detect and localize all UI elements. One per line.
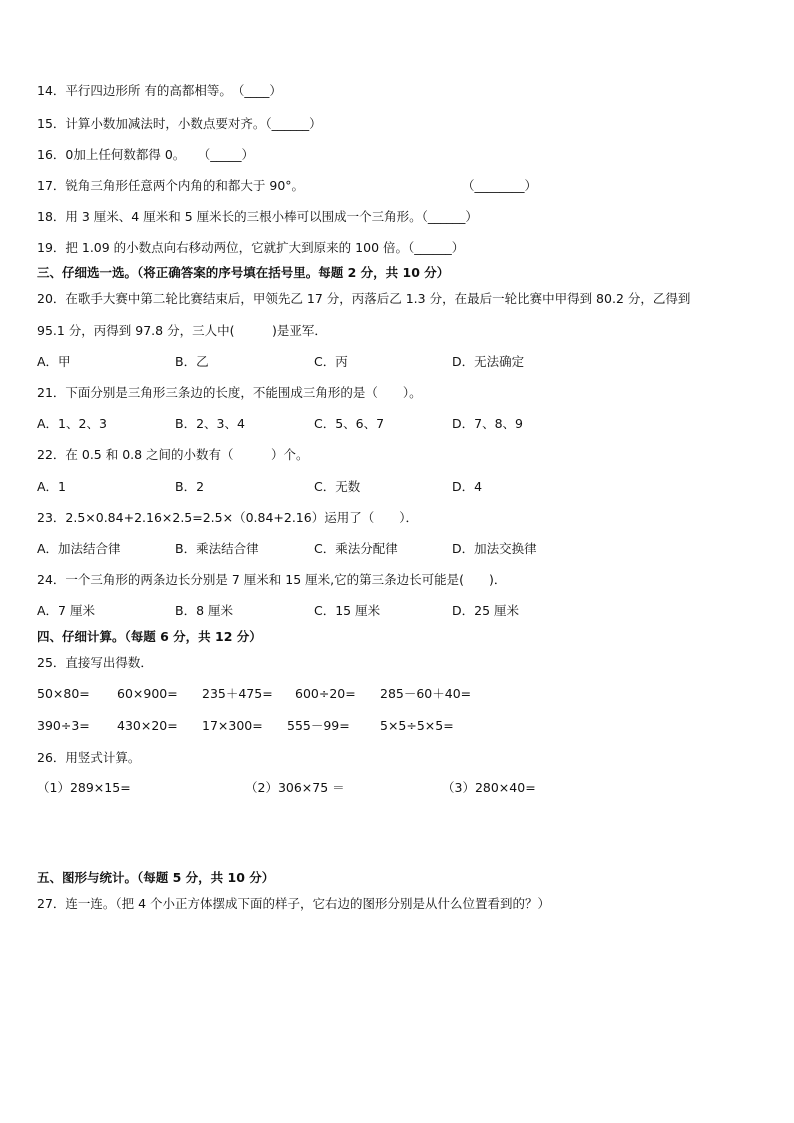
vertical-calc-item: （1）289×15=	[37, 780, 131, 795]
question-20-option-c: C．丙	[314, 354, 348, 369]
calc-item: 5×5÷5×5=	[380, 718, 454, 733]
question-24-option-b: B．8 厘米	[175, 603, 234, 618]
question-21-option-a: A．1、2、3	[37, 416, 107, 431]
question-22-option-b: B．2	[175, 479, 205, 494]
calc-item: 430×20=	[117, 718, 178, 733]
calc-item: 390÷3=	[37, 718, 90, 733]
question-23-option-d: D．加法交换律	[452, 541, 537, 556]
question-21-option-c: C．5、6、7	[314, 416, 385, 431]
calc-item: 50×80=	[37, 686, 90, 701]
question-17-blank: （________）	[462, 178, 538, 193]
calc-item: 60×900=	[117, 686, 178, 701]
question-15: 15．计算小数加减法时，小数点要对齐。（______）	[37, 116, 322, 131]
calc-item: 17×300=	[202, 718, 263, 733]
calc-item: 235＋475=	[202, 686, 273, 701]
vertical-calc-item: （2）306×75 ＝	[245, 780, 345, 795]
question-22-option-a: A．1	[37, 479, 67, 494]
question-18: 18．用 3 厘米、4 厘米和 5 厘米长的三根小棒可以围成一个三角形。（______）	[37, 209, 478, 224]
question-23-option-a: A．加法结合律	[37, 541, 121, 556]
question-24-option-c: C．15 厘米	[314, 603, 381, 618]
question-22-option-d: D．4	[452, 479, 483, 494]
question-27: 27．连一连。（把 4 个小正方体摆成下面的样子，它右边的图形分别是从什么位置看到的？）	[37, 896, 551, 911]
question-24: 24．一个三角形的两条边长分别是 7 厘米和 15 厘米,它的第三条边长可能是( )．	[37, 572, 507, 587]
question-20-option-b: B．乙	[175, 354, 209, 369]
question-21: 21．下面分别是三角形三条边的长度，不能围成三角形的是（ ）。	[37, 385, 422, 400]
question-20-option-d: D．无法确定	[452, 354, 525, 369]
question-20-option-a: A．甲	[37, 354, 71, 369]
section-5-heading: 五、图形与统计。（每题 5 分，共 10 分）	[37, 870, 275, 885]
section-4-heading: 四、仔细计算。（每题 6 分，共 12 分）	[37, 629, 262, 644]
section-3-heading: 三、仔细选一选。（将正确答案的序号填在括号里。每题 2 分，共 10 分）	[37, 265, 450, 280]
question-14: 14．平行四边形所 有的高都相等。 （____）	[37, 83, 282, 98]
question-21-option-d: D．7、8、9	[452, 416, 523, 431]
question-17: 17．锐角三角形任意两个内角的和都大于 90°。	[37, 178, 305, 193]
question-22-option-c: C．无数	[314, 479, 361, 494]
question-26: 26．用竖式计算。	[37, 750, 141, 765]
question-22: 22．在 0.5 和 0.8 之间的小数有（ ）个。	[37, 447, 309, 462]
vertical-calc-item: （3）280×40=	[442, 780, 536, 795]
question-24-option-d: D．25 厘米	[452, 603, 520, 618]
calc-item: 285－60＋40=	[380, 686, 472, 701]
question-21-option-b: B．2、3、4	[175, 416, 245, 431]
question-23-option-c: C．乘法分配律	[314, 541, 398, 556]
question-19: 19．把 1.09 的小数点向右移动两位，它就扩大到原来的 100 倍。（______）	[37, 240, 465, 255]
question-25: 25．直接写出得数．	[37, 655, 153, 670]
calc-item: 555－99=	[287, 718, 350, 733]
question-23: 23．2.5×0.84+2.16×2.5=2.5×（0.84+2.16）运用了（ ）．	[37, 510, 418, 525]
question-20-line-1: 20．在歌手大赛中第二轮比赛结束后，甲领先乙 17 分，丙落后乙 1.3 分，在最后一轮比赛中甲得到 80.2 分，乙得到	[37, 291, 691, 306]
calc-item: 600÷20=	[295, 686, 356, 701]
question-24-option-a: A．7 厘米	[37, 603, 95, 618]
question-20-line-2: 95.1 分，丙得到 97.8 分，三人中( )是亚军．	[37, 323, 327, 338]
question-16: 16．0加上任何数都得 0。 （_____）	[37, 147, 255, 162]
question-23-option-b: B．乘法结合律	[175, 541, 259, 556]
